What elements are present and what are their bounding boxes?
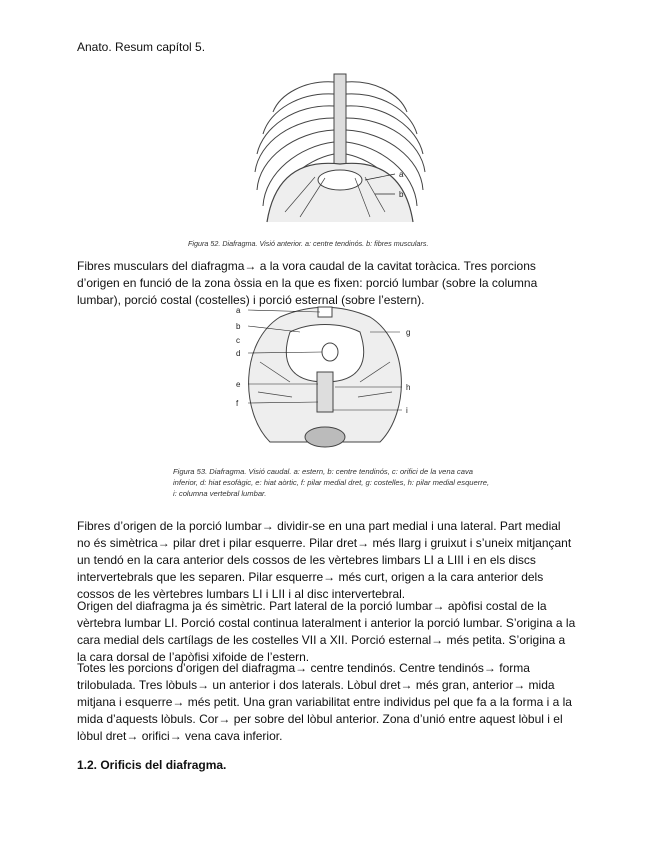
fig53-label-d: d xyxy=(236,349,241,358)
figure-52-caption: Figura 52. Diafragma. Visió anterior. a: centre tendinós. b: fibres musculars. xyxy=(188,239,429,248)
fig53-label-g: g xyxy=(406,328,411,337)
figure-53-caption: Figura 53. Diafragma. Visió caudal. a: estern, b: centre tendinós, c: orifici de la vena cava inferior, d: hiat esofàgic, e: hiat aòrtic, f: pilar medial dret, g: costelles, h: pilar medial esquerre, i: columna vertebral lumbar. xyxy=(173,467,490,498)
fig53-label-i: i xyxy=(406,406,408,415)
fig53-label-a: a xyxy=(236,306,241,315)
fig53-label-h: h xyxy=(406,383,411,392)
section-title: 1.2. Orificis del diafragma. xyxy=(77,758,227,772)
paragraph-3: Origen del diafragma ja és simètric. Part lateral de la porció lumbar→ apòfisi costal de la vèrtebra lumbar LI. Porció costal continua lateralment i anterior la porció lumbar. S’origina a la cara medial dels cartílags de les costelles VII a XII. Porció esternal→ més petita. S’origina a la cara dorsal de l’apòfisi xifoide de l’estern. xyxy=(77,599,576,664)
paragraph-2: Fibres d’origen de la porció lumbar→ dividir-se en una part medial i una lateral. Part medial no és simètrica→ pilar dret i pilar esquerre. Pilar dret→ més llarg i gruixut i s’uneix mitjançant un tendó en la cara anterior dels cossos de les vèrtebres limbars LI a LIII i en els discs intervertebrals que les separen. Pilar esquerre→ més curt, origen a la cara anterior dels cossos de les vèrtebres lumbars LI i LII i al disc intervertebral. xyxy=(77,519,572,601)
fig53-label-f: f xyxy=(236,399,239,408)
fig53-label-e: e xyxy=(236,380,241,389)
paragraph-1: Fibres musculars del diafragma→ a la vora caudal de la cavitat toràcica. Tres porcions d’origen en funció de la zona òssia en la que es fixen: porció lumbar (sobre la columna lumbar), porció costal (costelles) i porció esternal (sobre l’estern). xyxy=(77,259,538,307)
paragraph-4: Totes les porcions d’origen del diafragma→ centre tendinós. Centre tendinós→ forma trilobulada. Tres lòbuls→ un anterior i dos laterals. Lòbul dret→ més gran, anterior→ mida mitjana i esquerre→ més petit. Una gran variabilitat entre individus pel que fa a la forma i a la mida d’aquests lòbuls. Cor→ per sobre del lòbul anterior. Zona d’unió entre aquest lòbul i el lòbul dret→ orifici→ vena cava inferior. xyxy=(77,661,572,743)
fig53-label-c: c xyxy=(236,336,240,345)
fig52-label-b: b xyxy=(399,190,404,199)
figure-52-illustration xyxy=(245,72,435,236)
fig53-label-b: b xyxy=(236,322,241,331)
figure-53-illustration xyxy=(230,302,420,452)
page-header: Anato. Resum capítol 5. xyxy=(77,40,206,54)
fig52-label-a: a xyxy=(399,170,404,179)
